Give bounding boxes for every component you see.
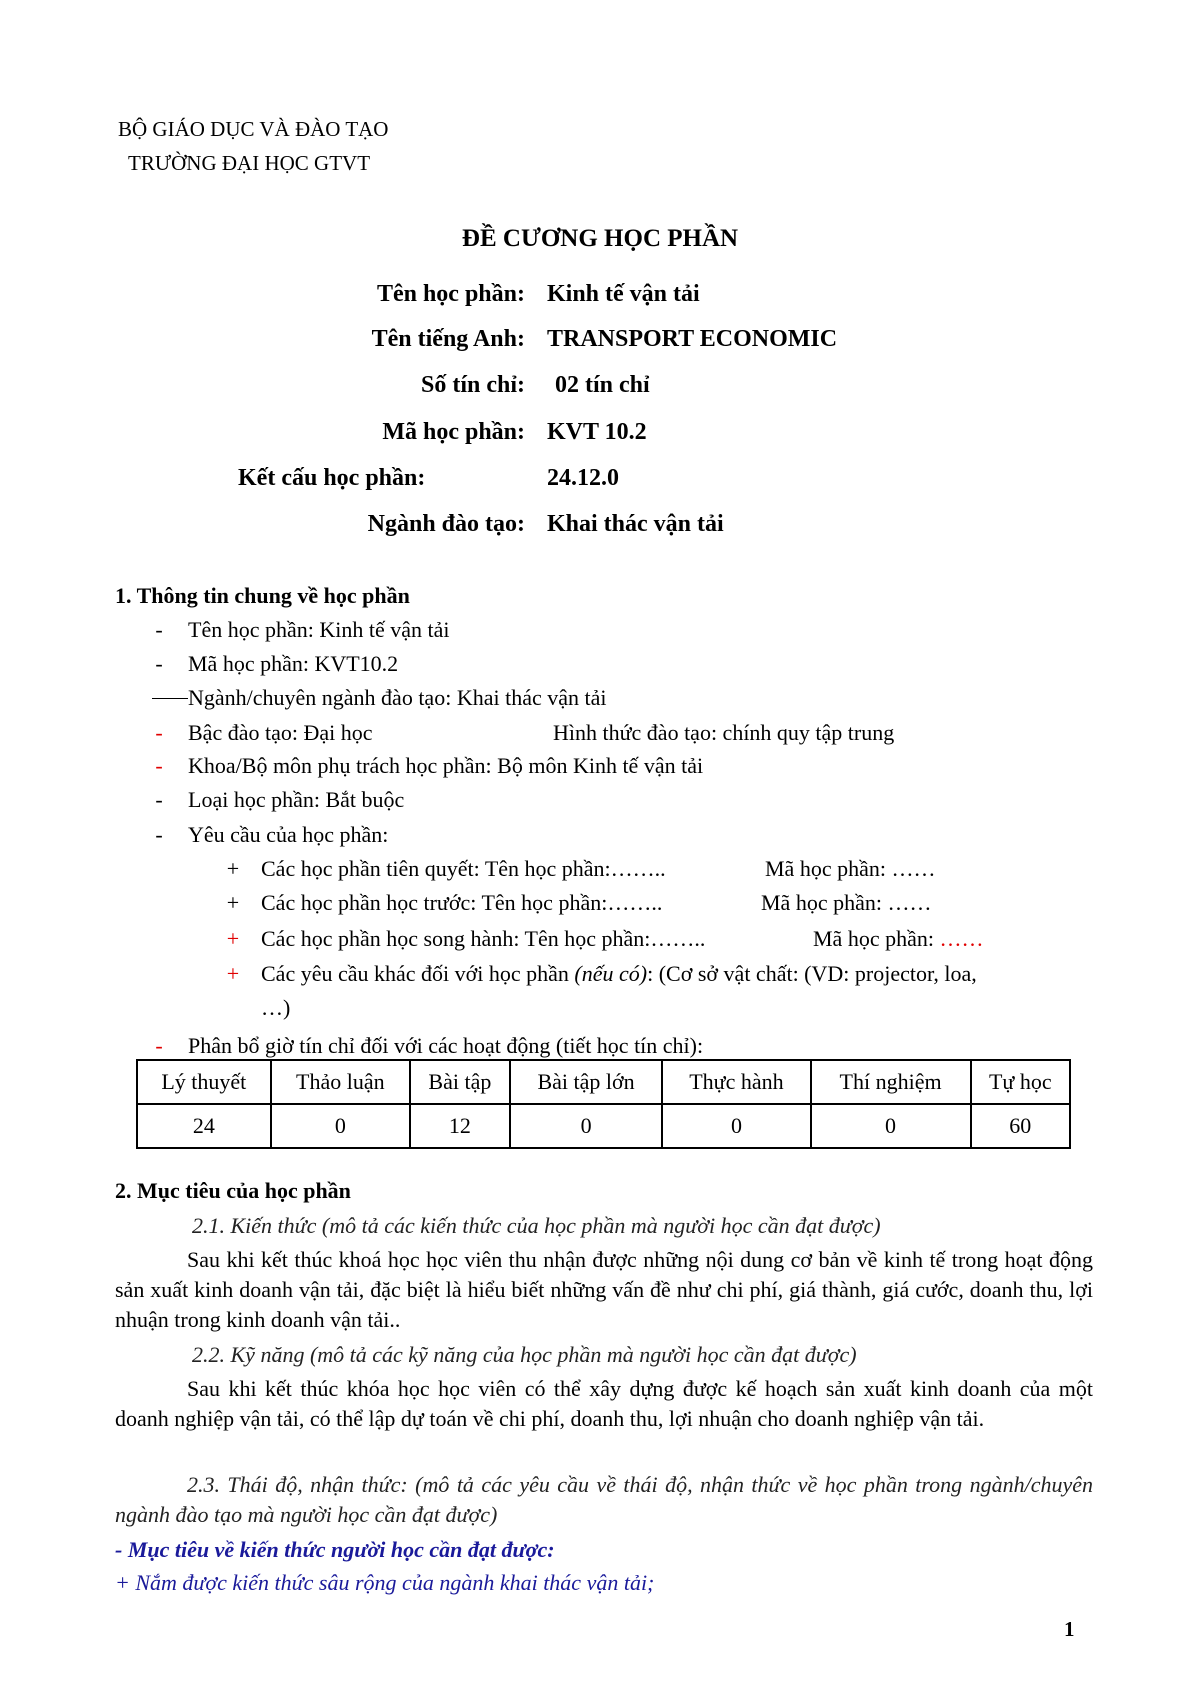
table-cell: 0 [662, 1104, 810, 1148]
course-code-value: KVT 10.2 [547, 419, 647, 445]
plus-marker: + [226, 961, 240, 986]
major-label: Ngành đào tạo: [367, 511, 525, 537]
bullet-marker: - [155, 651, 163, 676]
structure-value: 24.12.0 [547, 465, 619, 491]
parallel-code [813, 926, 983, 952]
course-name-value: Kinh tế vận tải [547, 281, 700, 307]
section-2-heading: 2. Mục tiêu của học phần [115, 1178, 351, 1203]
info-requirements: Yêu cầu của học phần: [188, 822, 389, 847]
other-req-facilities: : (Cơ sở vật chất: (VD: projector, loa, [647, 961, 977, 986]
table-cell: 0 [811, 1104, 971, 1148]
bullet-marker: - [155, 753, 163, 778]
course-code-label: Mã học phần: [382, 419, 525, 445]
plus-marker: + [226, 926, 240, 951]
bullet-marker: - [155, 720, 163, 745]
bullet-marker: - [155, 787, 163, 812]
prior-name: Các học phần học trước: Tên học phần:…….. [261, 890, 663, 915]
plus-marker: + [226, 856, 240, 881]
table-cell: 0 [271, 1104, 410, 1148]
info-major: Ngành/chuyên ngành đào tạo: Khai thác vận tải [188, 685, 607, 710]
page-number: 1 [1064, 1617, 1075, 1641]
other-req-text: Các yêu cầu khác đối với học phần [261, 961, 575, 986]
bullet-marker: - [155, 617, 163, 642]
course-name-label: Tên học phần: [376, 281, 525, 307]
attitude-title: 2.3. Thái độ, nhận thức: (mô tả các yêu cầu về thái độ, nhận thức về học phần trong ngành/chuyên ngành đào tạo mà người học cần đạt được) [115, 1472, 1093, 1527]
allocation-intro: Phân bổ giờ tín chỉ đối với các hoạt động (tiết học tín chỉ): [188, 1033, 704, 1058]
table-header-cell: Thảo luận [271, 1060, 410, 1104]
info-course-code: Mã học phần: KVT10.2 [188, 651, 399, 676]
credits-value: 02 tín chỉ [555, 372, 650, 398]
table-header-cell: Lý thuyết [137, 1060, 271, 1104]
table-cell: 60 [971, 1104, 1070, 1148]
ministry-name: BỘ GIÁO DỤC VÀ ĐÀO TẠO [118, 117, 389, 141]
parallel-code-dots: …… [939, 926, 984, 951]
english-name-value: TRANSPORT ECONOMIC [547, 326, 838, 352]
info-course-name: Tên học phần: Kinh tế vận tải [188, 617, 450, 642]
table-row [137, 1104, 1070, 1148]
table-cell: 24 [137, 1104, 271, 1148]
info-level: Bậc đào tạo: Đại học [188, 720, 373, 745]
table-cell: 0 [510, 1104, 663, 1148]
document-title: ĐỀ CƯƠNG HỌC PHẦN [461, 225, 739, 252]
parallel-name: Các học phần học song hành: Tên học phần:…….. [261, 926, 706, 951]
dash-marker-line [152, 698, 188, 699]
table-header-row [137, 1060, 1070, 1104]
skills-title: 2.2. Kỹ năng (mô tả các kỹ năng của học phần mà người học cần đạt được) [192, 1342, 857, 1367]
prior-code: Mã học phần: …… [761, 890, 932, 915]
knowledge-goals-heading: - Mục tiêu về kiến thức người học cần đạt được: [115, 1537, 555, 1562]
prereq-name: Các học phần tiên quyết: Tên học phần:…….. [261, 856, 666, 881]
knowledge-title: 2.1. Kiến thức (mô tả các kiến thức của học phần mà người học cần đạt được) [192, 1213, 881, 1238]
info-study-mode: Hình thức đào tạo: chính quy tập trung [553, 720, 895, 745]
bullet-marker: - [155, 1033, 163, 1058]
major-value: Khai thác vận tải [547, 511, 724, 537]
credits-label: Số tín chỉ: [420, 372, 525, 398]
info-course-type: Loại học phần: Bắt buộc [188, 787, 405, 812]
skills-text: Sau khi kết thúc khóa học học viên có thể xây dựng được kế hoạch sản xuất kinh doanh của một doanh nghiệp vận tải, có thể lập dự toán về chi phí, doanh thu, lợi nhuận cho doanh nghiệp vận tải. [115, 1376, 1093, 1431]
bullet-marker: - [155, 822, 163, 847]
plus-marker: + [226, 890, 240, 915]
table-header-cell: Tự học [971, 1060, 1070, 1104]
table-header-cell: Bài tập lớn [510, 1060, 663, 1104]
university-name: TRƯỜNG ĐẠI HỌC GTVT [128, 151, 371, 175]
other-req-optional: (nếu có) [574, 961, 648, 986]
table-header-cell: Thực hành [662, 1060, 810, 1104]
structure-label: Kết cấu học phần: [238, 465, 426, 491]
credit-allocation-table [136, 1059, 1071, 1149]
other-req-continuation: …) [261, 995, 291, 1020]
knowledge-goal-item: + Nắm được kiến thức sâu rộng của ngành khai thác vận tải; [115, 1570, 655, 1595]
info-department: Khoa/Bộ môn phụ trách học phần: Bộ môn Kinh tế vận tải [188, 753, 704, 778]
parallel-code-label: Mã học phần: [813, 926, 940, 951]
english-name-label: Tên tiếng Anh: [371, 326, 525, 352]
prereq-code: Mã học phần: …… [765, 856, 936, 881]
table-cell: 12 [410, 1104, 510, 1148]
other-requirements [261, 961, 977, 987]
table-header-cell: Thí nghiệm [811, 1060, 971, 1104]
knowledge-text: Sau khi kết thúc khoá học học viên thu nhận được những nội dung cơ bản về kinh tế trong hoạt động sản xuất kinh doanh vận tải, đặc biệt là hiểu biết những vấn đề như chi phí, giá thành, giá cước, doanh thu, lợi nhuận trong kinh doanh vận tải.. [115, 1247, 1093, 1332]
table-header-cell: Bài tập [410, 1060, 510, 1104]
section-1-heading: 1. Thông tin chung về học phần [115, 583, 410, 608]
